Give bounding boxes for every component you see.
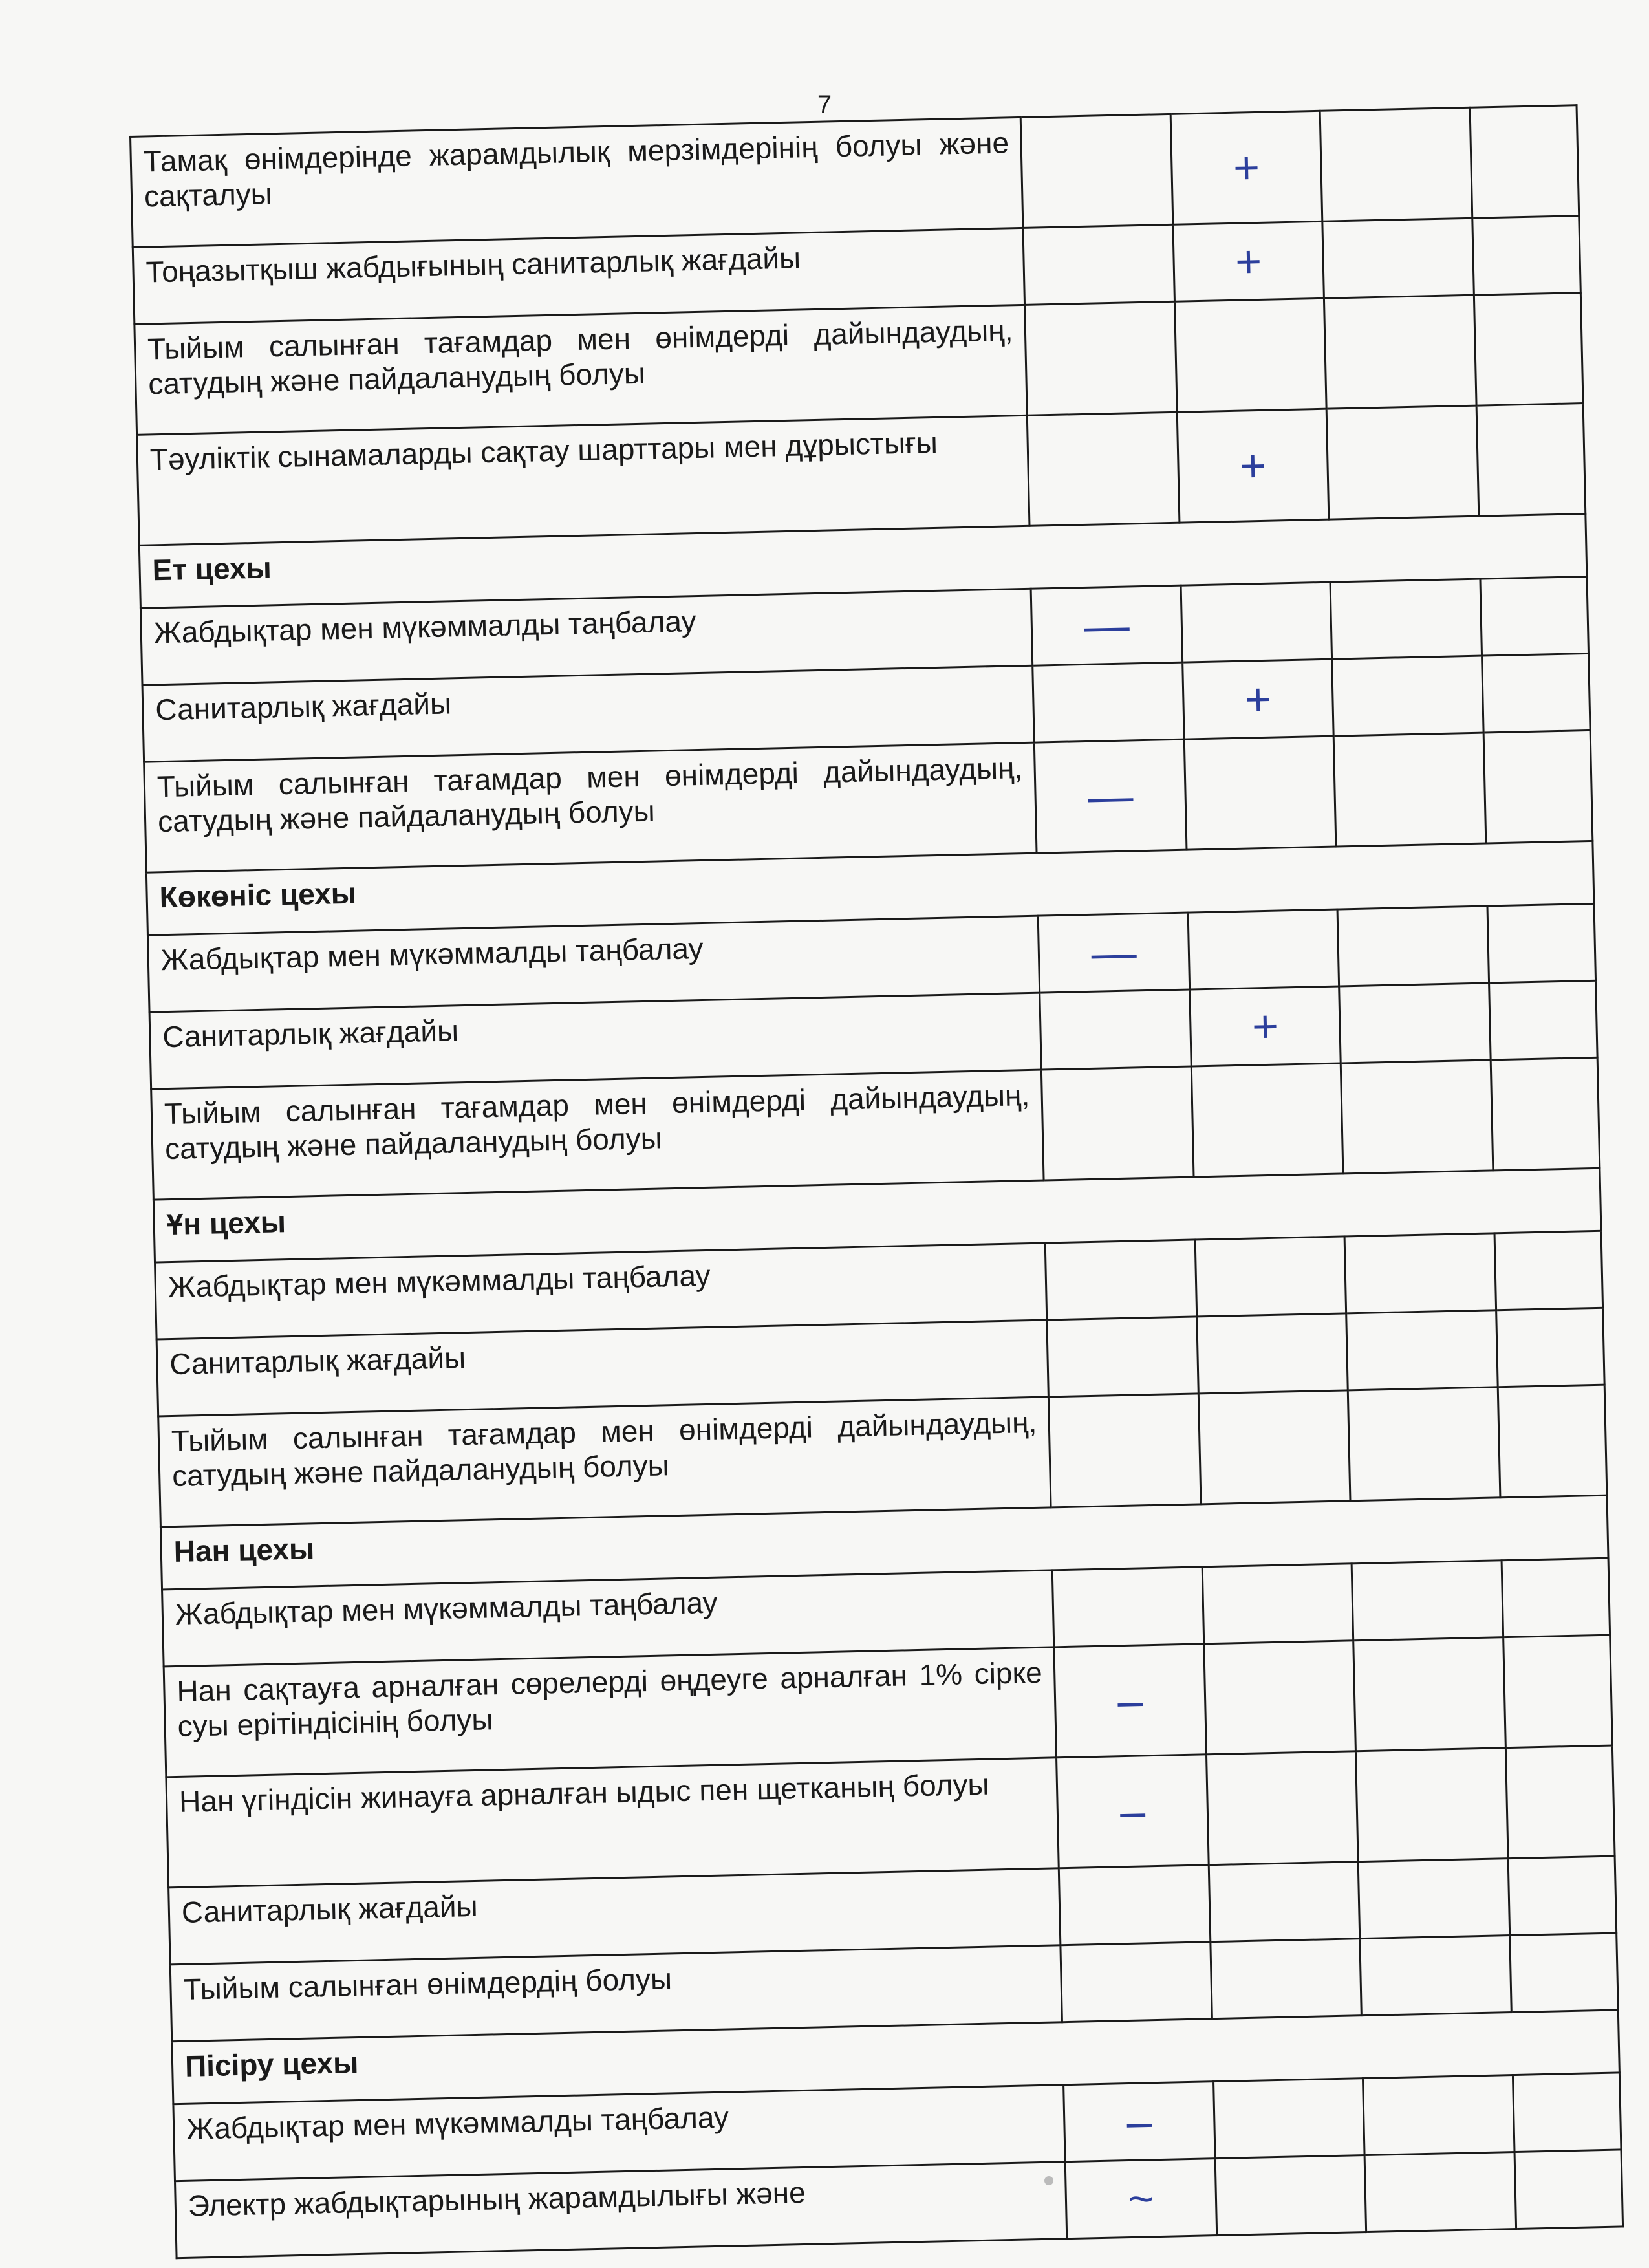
mark-cell-4: [1494, 1231, 1603, 1310]
mark-cell-4: [1470, 105, 1579, 219]
mark-cell-4: [1502, 1558, 1610, 1637]
criterion-text: Жабдықтар мен мүкәммалды таңбалау: [140, 589, 1033, 685]
mark-cell-2: [1202, 1564, 1353, 1644]
mark-cell-1: [1046, 1240, 1197, 1320]
criterion-text: Жабдықтар мен мүкәммалды таңбалау: [162, 1570, 1055, 1667]
mark-cell-2: [1191, 1063, 1343, 1177]
mark-cell-1: [1033, 662, 1184, 742]
mark-cell-2: [1204, 1641, 1356, 1755]
criterion-text: Жабдықтар мен мүкәммалды таңбалау: [147, 916, 1040, 1012]
mark-cell-1: ~: [1066, 2159, 1217, 2239]
mark-cell-4: [1491, 1057, 1600, 1171]
mark-cell-3: [1360, 1936, 1511, 2016]
mark-cell-3: [1320, 107, 1472, 221]
mark-cell-4: [1498, 1385, 1607, 1498]
mark-cell-1: —: [1035, 739, 1187, 853]
mark-cell-3: [1364, 2152, 1516, 2232]
criterion-text: Жабдықтар мен мүкәммалды таңбалау: [155, 1243, 1048, 1339]
criterion-text: Санитарлық жағдайы: [156, 1320, 1049, 1416]
criterion-text: Нан сақтауға арналған сөрелерді өңдеуге арналған 1% сірке суы ерітіндісінің болуы: [164, 1647, 1057, 1777]
mark-cell-1: [1059, 1865, 1211, 1945]
mark-cell-1: [1023, 224, 1174, 305]
mark-cell-1: [1061, 1942, 1212, 2022]
mark-cell-4: [1474, 293, 1583, 406]
mark-cell-3: [1356, 1748, 1508, 1862]
mark-cell-3: [1326, 405, 1478, 519]
mark-cell-4: [1509, 1933, 1618, 2013]
mark-cell-4: [1503, 1635, 1612, 1748]
mark-cell-1: [1053, 1567, 1204, 1647]
mark-cell-1: [1021, 114, 1173, 228]
criterion-text: Электр жабдықтарының жарамдылығы және: [175, 2162, 1068, 2258]
mark-cell-2: +: [1177, 409, 1329, 523]
criterion-text: Тоңазытқыш жабдығының санитарлық жағдайы: [133, 228, 1025, 324]
mark-cell-1: [1042, 1066, 1194, 1180]
mark-cell-3: [1353, 1637, 1505, 1751]
mark-cell-1: –: [1057, 1755, 1209, 1868]
criterion-text: Тыйым салынған тағамдар мен өнімдерді дайындаудың, сатудың және пайдаланудың болуы: [144, 742, 1037, 872]
criterion-text: Тамақ өнімдерінде жарамдылық мерзімдерінің болуы және сақталуы: [131, 117, 1024, 247]
mark-cell-2: [1195, 1237, 1346, 1317]
mark-cell-4: [1514, 2150, 1623, 2229]
mark-cell-3: [1324, 295, 1476, 409]
mark-cell-3: [1333, 733, 1485, 847]
page-number: 7: [817, 91, 832, 119]
mark-cell-1: –: [1054, 1644, 1206, 1758]
mark-cell-2: [1181, 582, 1332, 662]
criterion-text: Тыйым салынған тағамдар мен өнімдерді дайындаудың, сатудың және пайдаланудың болуы: [151, 1070, 1044, 1200]
mark-cell-3: [1348, 1387, 1500, 1501]
mark-cell-2: [1197, 1313, 1348, 1394]
mark-cell-2: +: [1183, 659, 1334, 739]
mark-cell-3: [1352, 1561, 1503, 1641]
inspection-checklist: [129, 104, 1624, 2259]
criterion-text: Санитарлық жағдайы: [142, 665, 1035, 762]
mark-cell-3: [1363, 2075, 1514, 2155]
criterion-text: Тыйым салынған тағамдар мен өнімдерді дайындаудың, сатудың және пайдаланудың болуы: [158, 1397, 1051, 1527]
mark-cell-1: [1040, 989, 1191, 1070]
mark-cell-2: +: [1170, 111, 1322, 224]
mark-cell-3: [1339, 983, 1491, 1063]
checklist-table: [129, 104, 1624, 2259]
section-title: Ұн цехы: [153, 1168, 1601, 1262]
scan-speck: [1044, 2176, 1053, 2185]
section-title: Пісіру цехы: [172, 2010, 1620, 2104]
mark-cell-2: [1206, 1751, 1358, 1865]
mark-cell-2: [1174, 298, 1326, 412]
mark-cell-2: [1184, 736, 1336, 850]
mark-cell-3: [1330, 579, 1482, 659]
mark-cell-2: +: [1173, 221, 1324, 301]
mark-cell-1: [1025, 301, 1177, 415]
criterion-text: Жабдықтар мен мүкәммалды таңбалау: [173, 2085, 1066, 2181]
mark-cell-3: [1322, 218, 1474, 298]
mark-cell-4: [1472, 216, 1580, 296]
mark-cell-1: —: [1039, 913, 1190, 993]
mark-cell-4: [1483, 730, 1593, 843]
mark-cell-1: –: [1064, 2082, 1215, 2162]
criterion-text: Нан үгіндісін жинауға арналған ыдыс пен щетканың болуы: [166, 1758, 1059, 1888]
criterion-text: Санитарлық жағдайы: [169, 1868, 1061, 1965]
mark-cell-4: [1513, 2073, 1621, 2152]
section-title: Көкөніс цехы: [146, 841, 1594, 935]
mark-cell-2: +: [1190, 986, 1341, 1066]
mark-cell-4: [1505, 1745, 1615, 1859]
mark-cell-4: [1480, 576, 1589, 656]
mark-cell-3: [1346, 1310, 1498, 1390]
mark-cell-3: [1332, 656, 1483, 736]
mark-cell-1: [1028, 412, 1180, 526]
mark-cell-4: [1496, 1308, 1604, 1387]
mark-cell-2: [1213, 2079, 1364, 2159]
mark-cell-1: [1049, 1394, 1201, 1507]
mark-cell-2: [1198, 1390, 1350, 1504]
mark-cell-4: [1476, 404, 1586, 517]
mark-cell-4: [1487, 903, 1596, 983]
section-title: Ет цехы: [139, 514, 1587, 609]
mark-cell-3: [1337, 906, 1489, 986]
criterion-text: Тыйым салынған тағамдар мен өнімдерді дайындаудың, сатудың және пайдаланудың болуы: [135, 305, 1028, 435]
mark-cell-1: —: [1031, 585, 1183, 665]
mark-cell-3: [1344, 1233, 1496, 1313]
mark-cell-2: [1209, 1862, 1360, 1942]
mark-cell-2: [1188, 909, 1339, 989]
mark-cell-2: [1215, 2155, 1366, 2236]
mark-cell-2: [1211, 1939, 1362, 2019]
criterion-text: Тыйым салынған өнімдердің болуы: [170, 1945, 1062, 2042]
criterion-text: Тәуліктік сынамаларды сақтау шарттары мен дұрыстығы: [137, 415, 1030, 545]
criterion-text: Санитарлық жағдайы: [149, 993, 1042, 1089]
section-title: Нан цехы: [160, 1495, 1608, 1590]
mark-cell-4: [1508, 1856, 1617, 1936]
mark-cell-3: [1358, 1859, 1509, 1939]
mark-cell-4: [1482, 653, 1590, 733]
mark-cell-1: [1047, 1317, 1198, 1397]
mark-cell-4: [1489, 980, 1597, 1060]
mark-cell-3: [1341, 1060, 1493, 1174]
